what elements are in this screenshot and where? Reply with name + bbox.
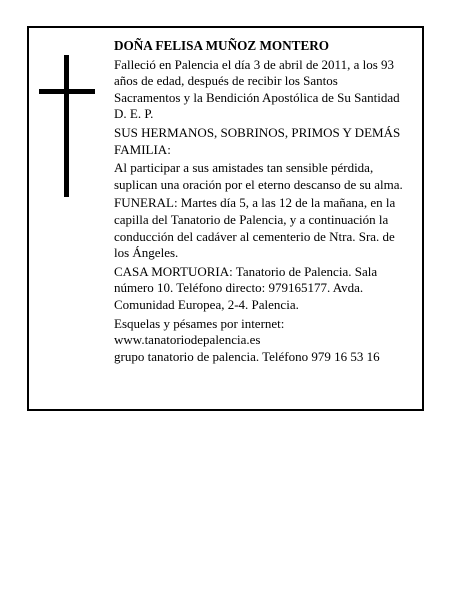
family-line: FAMILIA: xyxy=(114,141,171,157)
family-announcement xyxy=(114,125,420,158)
online-condolences xyxy=(114,316,420,366)
funeral-line: conducción del cadáver al cementerio de Ntra. Sra. de xyxy=(114,228,395,244)
request-line: Al participar a sus amistades tan sensible pérdida, xyxy=(114,160,374,176)
death-line: Falleció en Palencia el día 3 de abril de 2011, a los 93 xyxy=(114,56,395,72)
house-line: número 10. Teléfono directo: 979165177. Avda. xyxy=(114,280,364,296)
house-line: CASA MORTUORIA: Tanatorio de Palencia. Sala xyxy=(114,263,378,279)
obituary-text xyxy=(114,38,420,367)
funeral-line: los Ángeles. xyxy=(114,245,179,261)
prayer-request xyxy=(114,160,420,193)
funeral-line: capilla del Tanatorio de Palencia, y a continuación la xyxy=(114,211,389,227)
family-line: SUS HERMANOS, SOBRINOS, PRIMOS Y DEMÁS xyxy=(114,124,401,140)
latin-cross-icon xyxy=(39,55,95,197)
death-announcement xyxy=(114,57,420,123)
funeral-line: FUNERAL: Martes día 5, a las 12 de la mañana, en la xyxy=(114,195,396,211)
house-line: Comunidad Europea, 2-4. Palencia. xyxy=(114,296,299,312)
deceased-name: DOÑA FELISA MUÑOZ MONTERO xyxy=(114,38,330,53)
funeral-details xyxy=(114,195,420,261)
cross-horizontal-bar xyxy=(39,89,95,94)
request-line: suplican una oración por el eterno descanso de su alma. xyxy=(114,176,403,192)
rip-line: D. E. P. xyxy=(114,106,154,122)
death-line: años de edad, después de recibir los Santos xyxy=(114,73,338,89)
cross-vertical-bar xyxy=(64,55,69,197)
website-link: www.tanatoriodepalencia.es xyxy=(114,332,261,348)
funeral-home-details xyxy=(114,264,420,314)
contact-line: grupo tanatorio de palencia. Teléfono 979 16 53 16 xyxy=(114,348,380,364)
death-line: Sacramentos y la Bendición Apostólica de Su Santidad xyxy=(114,89,400,105)
online-line: Esquelas y pésames por internet: xyxy=(114,315,285,331)
